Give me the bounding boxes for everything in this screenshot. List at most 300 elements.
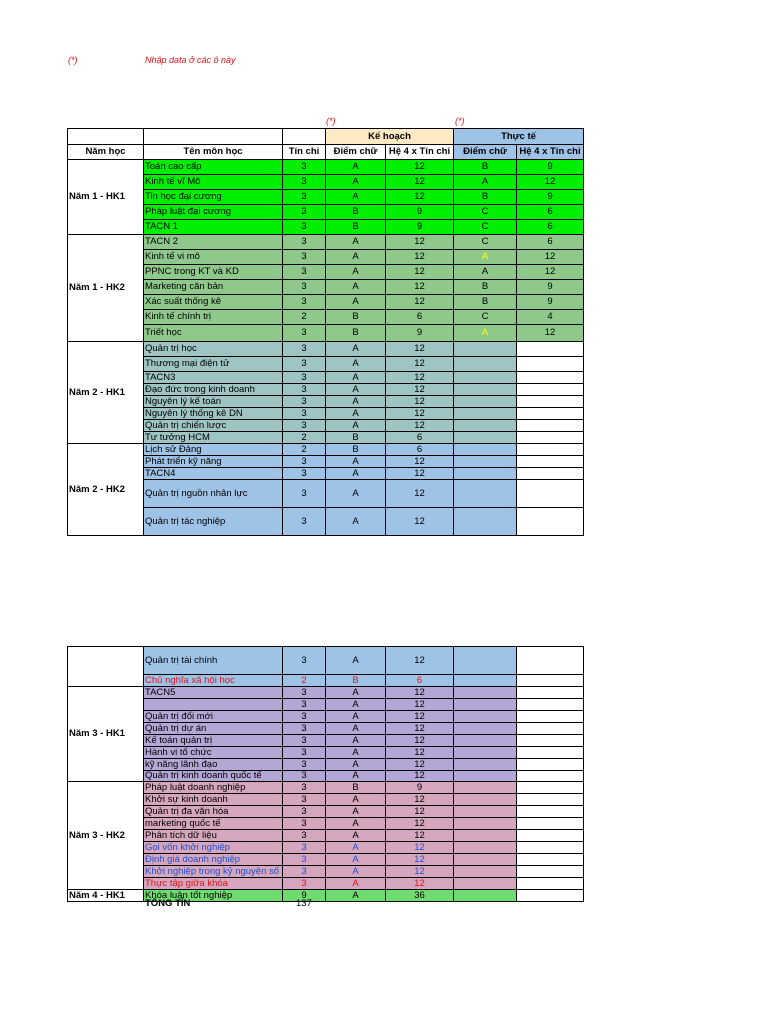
year-column-header: Năm học [68,145,144,160]
subject-column-header: Tên môn học [144,145,283,160]
subject-name-cell: Quản trị tài chính [144,647,283,675]
plan-required-marker: (*) [326,116,336,126]
plan-header: Kế hoạch [326,129,454,145]
actual-grade-cell [454,854,517,866]
table-row [68,160,584,175]
planned-grade-cell: A [326,372,386,384]
planned-points-cell: 12 [386,250,454,265]
credits-cell: 3 [283,723,326,735]
planned-points-cell: 12 [386,759,454,771]
actual-points-cell [517,396,584,408]
actual-points-cell [517,432,584,444]
actual-points-cell: 6 [517,205,584,220]
subject-name-cell: PPNC trong KT và KD [144,265,283,280]
actual-grade-cell [454,806,517,818]
actual-grade-cell [454,342,517,357]
actual-points-cell [517,735,584,747]
subject-name-cell: Khởi nghiệp trong kỷ nguyên số [144,866,283,878]
planned-points-cell: 12 [386,357,454,372]
table-row [68,295,584,310]
planned-grade-cell: A [326,468,386,480]
credits-cell: 3 [283,372,326,384]
subject-name-cell: TACN4 [144,468,283,480]
subject-name-cell [144,699,283,711]
planned-points-cell: 12 [386,190,454,205]
subject-name-cell: Quản trị chiến lược [144,420,283,432]
planned-grade-cell: B [326,675,386,687]
table-row [68,480,584,508]
subject-name-cell: Kinh tế vi mô [144,250,283,265]
planned-grade-cell: A [326,480,386,508]
table-row [68,456,584,468]
semester-label: Năm 3 - HK2 [68,782,144,890]
subject-name-cell: Toán cao cấp [144,160,283,175]
planned-grade-cell: A [326,711,386,723]
subject-name-cell: TACN 1 [144,220,283,235]
subject-name-cell: Xác suất thống kê [144,295,283,310]
planned-points-cell: 12 [386,866,454,878]
subject-name-cell: Đạo đức trong kinh doanh [144,384,283,396]
table-row [68,372,584,384]
planned-grade-cell: A [326,420,386,432]
actual-grade-cell [454,878,517,890]
header-empty-cell [144,129,283,145]
planned-points-cell: 12 [386,384,454,396]
planned-grade-cell: B [326,444,386,456]
table-row [68,342,584,357]
actual-points-cell: 6 [517,235,584,250]
actual-grade-cell [454,699,517,711]
planned-grade-cell: A [326,687,386,699]
actual-points-cell [517,782,584,794]
actual-header: Thực tế [454,129,584,145]
actual-points-cell [517,890,584,902]
planned-grade-cell: A [326,384,386,396]
subject-name-cell: Quản trị tác nghiệp [144,508,283,536]
planned-points-cell: 12 [386,830,454,842]
table-row [68,782,584,794]
plan-grade-header: Điểm chữ [326,145,386,160]
planned-points-cell: 6 [386,310,454,325]
actual-points-cell [517,747,584,759]
actual-grade-cell [454,480,517,508]
planned-points-cell: 12 [386,295,454,310]
planned-points-cell: 12 [386,878,454,890]
subject-name-cell: Phát triển kỹ năng [144,456,283,468]
planned-grade-cell: A [326,295,386,310]
actual-grade-cell [454,747,517,759]
planned-grade-cell: B [326,220,386,235]
actual-points-cell [517,687,584,699]
actual-points-cell: 9 [517,295,584,310]
planned-points-cell: 12 [386,842,454,854]
table-row [68,468,584,480]
actual-grade-cell: B [454,190,517,205]
credits-cell: 3 [283,806,326,818]
table-row [68,280,584,295]
planned-grade-cell: A [326,735,386,747]
credits-cell: 3 [283,818,326,830]
subject-name-cell: Triết học [144,325,283,342]
credits-column-header: Tín chỉ [283,145,326,160]
credits-cell: 3 [283,508,326,536]
planned-grade-cell: A [326,508,386,536]
actual-points-cell: 9 [517,280,584,295]
planned-points-cell: 6 [386,444,454,456]
actual-points-cell: 9 [517,160,584,175]
table-row [68,771,584,782]
planned-grade-cell: A [326,160,386,175]
actual-grade-cell [454,771,517,782]
header-empty-cell [283,129,326,145]
table-row [68,711,584,723]
planned-grade-cell: A [326,647,386,675]
table-row [68,175,584,190]
planned-points-cell: 9 [386,782,454,794]
planned-grade-cell: A [326,806,386,818]
credits-cell: 3 [283,190,326,205]
table-row [68,384,584,396]
credits-cell: 3 [283,280,326,295]
planned-grade-cell: A [326,771,386,782]
actual-points-cell [517,420,584,432]
table-row [68,250,584,265]
subject-name-cell: Pháp luật doanh nghiệp [144,782,283,794]
planned-points-cell: 9 [386,205,454,220]
subject-name-cell: Chủ nghĩa xã hội học [144,675,283,687]
planned-grade-cell: A [326,408,386,420]
actual-grade-cell [454,830,517,842]
subject-name-cell: marketing quốc tế [144,818,283,830]
actual-grade-cell: A [454,250,517,265]
planned-grade-cell: A [326,342,386,357]
table-row [68,854,584,866]
table-row [68,205,584,220]
actual-grade-cell [454,420,517,432]
subject-name-cell: Kinh tế vĩ Mô [144,175,283,190]
actual-grade-cell [454,818,517,830]
actual-grade-cell [454,687,517,699]
semester-label: Năm 4 - HK1 [68,890,144,902]
planned-grade-cell: A [326,357,386,372]
actual-grade-cell: B [454,280,517,295]
subject-name-cell: Tư tưởng HCM [144,432,283,444]
table-row [68,310,584,325]
actual-points-cell: 12 [517,325,584,342]
semester-label: Năm 3 - HK1 [68,687,144,782]
actual-grade-cell [454,384,517,396]
actual-points-cell [517,806,584,818]
actual-points-cell [517,878,584,890]
credits-cell: 3 [283,711,326,723]
actual-grade-cell: C [454,220,517,235]
subject-name-cell: TACN3 [144,372,283,384]
actual-points-cell [517,818,584,830]
table-row [68,699,584,711]
planned-points-cell: 12 [386,723,454,735]
credits-cell: 3 [283,771,326,782]
subject-name-cell: Tin học đại cương [144,190,283,205]
actual-points-cell [517,342,584,357]
planned-grade-cell: B [326,782,386,794]
actual-points-cell [517,830,584,842]
actual-grade-cell [454,508,517,536]
actual-grade-cell [454,794,517,806]
planned-grade-cell: B [326,325,386,342]
table-row [68,830,584,842]
table-row [68,190,584,205]
planned-grade-cell: A [326,830,386,842]
subject-name-cell: Nguyên lý kế toán [144,396,283,408]
planned-grade-cell: A [326,723,386,735]
actual-grade-cell [454,782,517,794]
planned-grade-cell: A [326,794,386,806]
actual-grade-cell [454,408,517,420]
table-row [68,444,584,456]
credits-cell: 3 [283,878,326,890]
actual-grade-cell [454,372,517,384]
planned-grade-cell: A [326,280,386,295]
planned-points-cell: 12 [386,647,454,675]
actual-points-cell [517,842,584,854]
credits-cell: 3 [283,250,326,265]
table-row [68,647,584,675]
instruction-note: Nhập data ở các ô này [145,55,236,65]
actual-grade-header: Điểm chữ [454,145,517,160]
planned-grade-cell: A [326,235,386,250]
credits-cell: 3 [283,794,326,806]
semester-label [68,647,144,687]
planned-grade-cell: A [326,699,386,711]
semester-label: Năm 1 - HK2 [68,235,144,342]
actual-grade-cell [454,723,517,735]
credits-cell: 3 [283,759,326,771]
actual-grade-cell [454,456,517,468]
actual-points-cell [517,699,584,711]
table-row [68,675,584,687]
subject-name-cell: Phân tích dữ liệu [144,830,283,842]
credits-cell: 3 [283,396,326,408]
table-row [68,735,584,747]
planned-grade-cell: A [326,250,386,265]
actual-points-cell: 9 [517,190,584,205]
planned-points-cell: 12 [386,818,454,830]
actual-points-cell [517,794,584,806]
subject-name-cell: Thực tập giữa khóa [144,878,283,890]
actual-grade-cell: A [454,175,517,190]
header-empty-cell [68,129,144,145]
planned-grade-cell: A [326,759,386,771]
planned-grade-cell: A [326,175,386,190]
actual-grade-cell: B [454,160,517,175]
credit-table-bottom [67,646,584,902]
actual-points-cell [517,357,584,372]
credits-cell: 3 [283,468,326,480]
subject-name-cell: Gọi vốn khởi nghiệp [144,842,283,854]
subject-name-cell: Khóa luận tốt nghiệp [144,890,283,902]
credits-cell: 2 [283,675,326,687]
total-credits-label: TỔNG TÍN [145,898,191,909]
planned-points-cell: 12 [386,806,454,818]
table-row [68,432,584,444]
actual-points-cell [517,456,584,468]
semester-label: Năm 2 - HK1 [68,342,144,444]
credits-cell: 3 [283,480,326,508]
table-row [68,723,584,735]
actual-points-cell [517,468,584,480]
actual-points-cell [517,711,584,723]
actual-points-cell [517,771,584,782]
actual-points-cell: 4 [517,310,584,325]
actual-grade-cell [454,432,517,444]
credits-cell: 3 [283,866,326,878]
planned-grade-cell: A [326,890,386,902]
table-row [68,878,584,890]
actual-grade-cell [454,647,517,675]
planned-points-cell: 12 [386,265,454,280]
credits-cell: 3 [283,235,326,250]
actual-grade-cell [454,444,517,456]
actual-points-cell [517,723,584,735]
subject-name-cell: Quản trị kinh doanh quốc tế [144,771,283,782]
table-row [68,420,584,432]
actual-grade-cell: C [454,205,517,220]
planned-points-cell: 12 [386,160,454,175]
actual-grade-cell [454,759,517,771]
actual-points-cell [517,384,584,396]
actual-grade-cell [454,735,517,747]
actual-grade-cell [454,711,517,723]
planned-grade-cell: A [326,265,386,280]
subject-name-cell: Quản trị đa văn hóa [144,806,283,818]
planned-points-cell: 6 [386,432,454,444]
planned-points-cell: 12 [386,456,454,468]
table-row [68,396,584,408]
credits-cell: 3 [283,747,326,759]
planned-points-cell: 12 [386,175,454,190]
actual-points-cell [517,444,584,456]
actual-points-cell [517,759,584,771]
subject-name-cell: Hành vi tổ chức [144,747,283,759]
planned-points-cell: 12 [386,747,454,759]
table-row [68,794,584,806]
actual-grade-cell [454,866,517,878]
credits-cell: 2 [283,432,326,444]
actual-points-cell [517,675,584,687]
actual-grade-cell [454,675,517,687]
planned-points-cell: 12 [386,468,454,480]
actual-grade-cell: A [454,265,517,280]
planned-points-cell: 12 [386,771,454,782]
planned-points-cell: 12 [386,408,454,420]
planned-points-cell: 12 [386,235,454,250]
planned-points-cell: 9 [386,220,454,235]
planned-points-cell: 12 [386,508,454,536]
actual-grade-cell [454,357,517,372]
actual-points-cell [517,372,584,384]
planned-grade-cell: B [326,310,386,325]
credits-cell: 2 [283,444,326,456]
planned-grade-cell: A [326,456,386,468]
planned-points-cell: 12 [386,711,454,723]
table-row [68,357,584,372]
semester-label: Năm 2 - HK2 [68,444,144,536]
actual-points-cell: 12 [517,265,584,280]
actual-grade-cell: B [454,295,517,310]
planned-points-cell: 12 [386,687,454,699]
subject-name-cell: Quản trị nguồn nhân lực [144,480,283,508]
subject-name-cell: Định giá doanh nghiệp [144,854,283,866]
subject-name-cell: Quản trị dự án [144,723,283,735]
actual-grade-cell: C [454,235,517,250]
planned-points-cell: 12 [386,372,454,384]
credits-cell: 3 [283,384,326,396]
credits-cell: 3 [283,265,326,280]
planned-grade-cell: A [326,854,386,866]
table-row [68,842,584,854]
subject-name-cell: Nguyên lý thống kê DN [144,408,283,420]
planned-points-cell: 12 [386,396,454,408]
plan-points-header: Hệ 4 x Tín chỉ [386,145,454,160]
actual-grade-cell: A [454,325,517,342]
credits-cell: 3 [283,830,326,842]
actual-points-cell [517,866,584,878]
credits-cell: 3 [283,687,326,699]
planned-points-cell: 12 [386,794,454,806]
credits-cell: 9 [283,890,326,902]
credits-cell: 3 [283,408,326,420]
actual-required-marker: (*) [455,116,465,126]
credits-cell: 3 [283,205,326,220]
table-row [68,235,584,250]
credits-cell: 3 [283,342,326,357]
credit-table-top [67,128,584,536]
table-row [68,325,584,342]
actual-points-cell: 6 [517,220,584,235]
planned-grade-cell: B [326,205,386,220]
planned-points-cell: 12 [386,854,454,866]
subject-name-cell: Marketing căn bản [144,280,283,295]
subject-name-cell: Lịch sử Đảng [144,444,283,456]
table-row [68,759,584,771]
subject-name-cell: Khởi sự kinh doanh [144,794,283,806]
planned-grade-cell: A [326,190,386,205]
credits-cell: 3 [283,842,326,854]
planned-points-cell: 12 [386,699,454,711]
actual-grade-cell [454,842,517,854]
subject-name-cell: Kinh tế chính trị [144,310,283,325]
credits-cell: 3 [283,295,326,310]
actual-points-cell [517,480,584,508]
table-row [68,818,584,830]
credits-cell: 3 [283,699,326,711]
table-row [68,806,584,818]
actual-points-cell [517,647,584,675]
planned-points-cell: 12 [386,342,454,357]
credits-cell: 2 [283,310,326,325]
subject-name-cell: Kế toán quản trị [144,735,283,747]
credits-cell: 3 [283,647,326,675]
credits-cell: 3 [283,220,326,235]
planned-grade-cell: A [326,866,386,878]
total-credits-value: 137 [296,898,312,909]
planned-points-cell: 12 [386,735,454,747]
subject-name-cell: kỹ năng lãnh đạo [144,759,283,771]
credits-cell: 3 [283,420,326,432]
semester-label: Năm 1 - HK1 [68,160,144,235]
actual-grade-cell: C [454,310,517,325]
credits-cell: 3 [283,735,326,747]
